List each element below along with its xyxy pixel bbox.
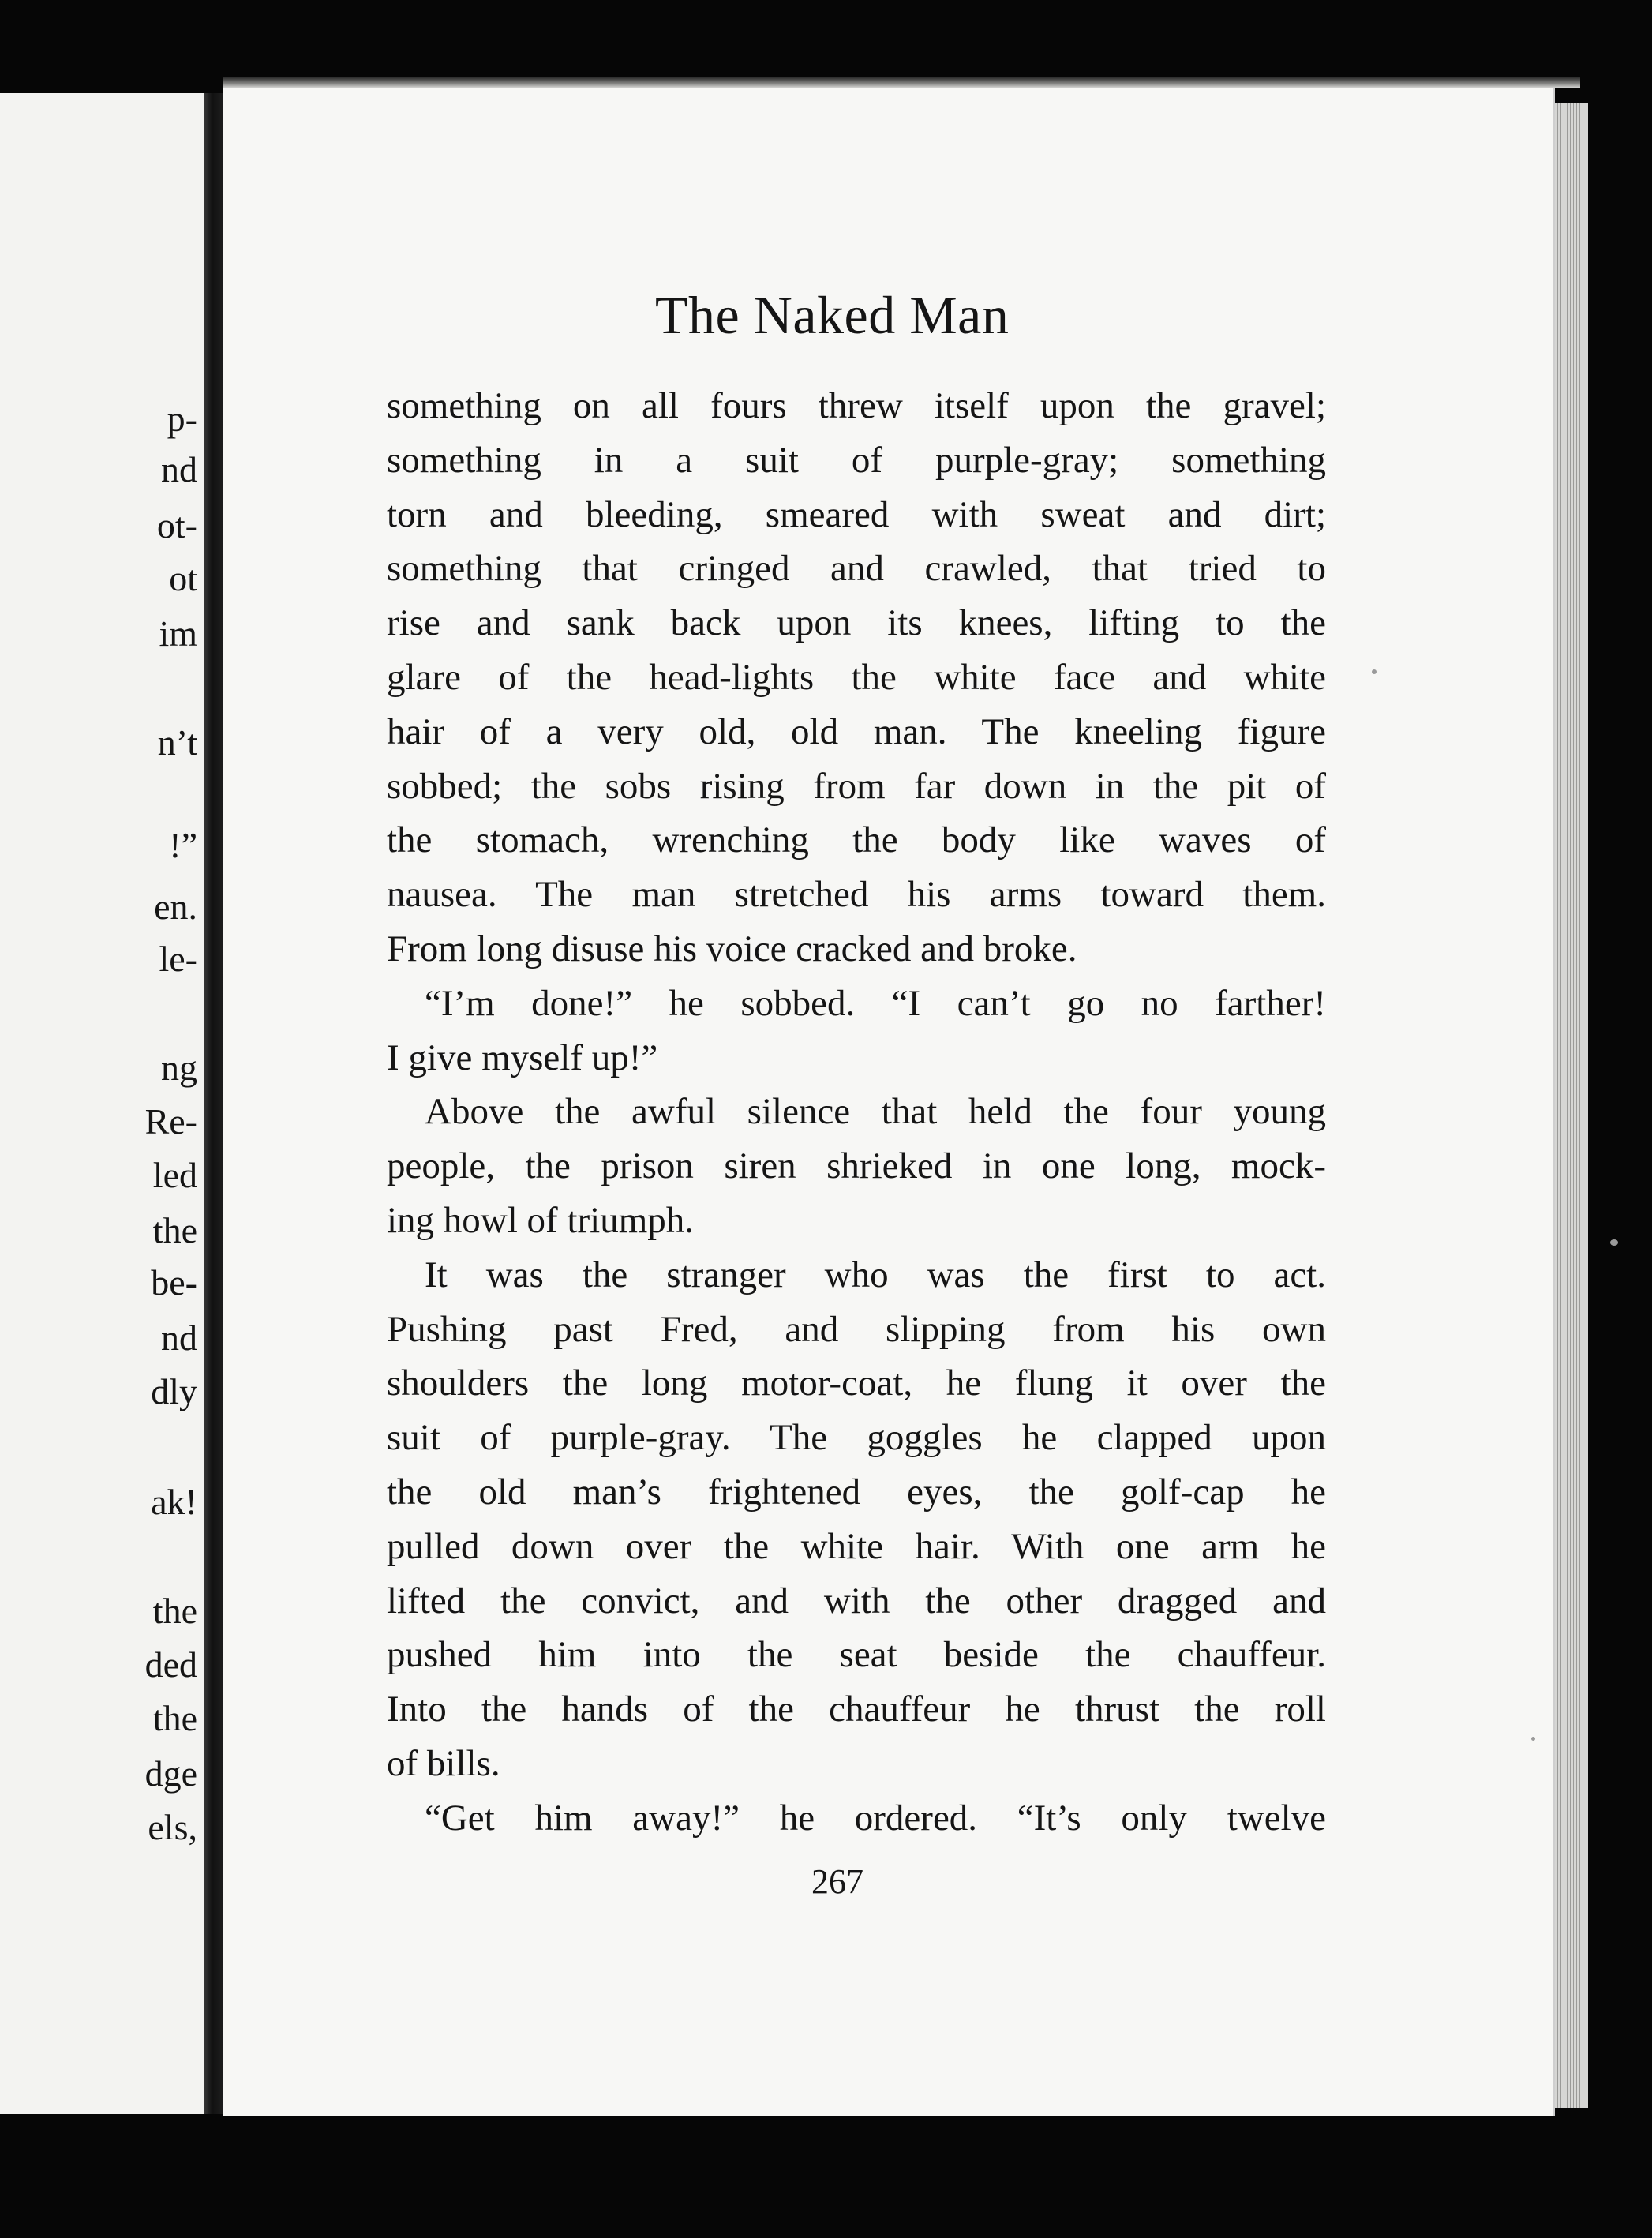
left-fragment: im	[159, 613, 197, 654]
scan-speck	[1372, 669, 1377, 674]
text-line: of bills.	[387, 1742, 500, 1784]
text-line: something in a suit of purple-gray; something	[387, 439, 1326, 481]
text-line: “Get him away!” he ordered. “It’s only twelve	[425, 1797, 1326, 1839]
body-text	[387, 379, 1326, 1846]
text-line: something that cringed and crawled, that tried to	[387, 548, 1326, 590]
text-line: suit of purple-gray. The goggles he clapped upon	[387, 1417, 1326, 1459]
text-line: sobbed; the sobs rising from far down in the pit of	[387, 765, 1326, 807]
text-line: glare of the head-lights the white face and white	[387, 656, 1326, 698]
left-fragment: ot-	[156, 505, 197, 545]
text-line: people, the prison siren shrieked in one long, mock-	[387, 1145, 1326, 1187]
left-fragment: dge	[144, 1753, 197, 1794]
text-line: Pushing past Fred, and slipping from his own	[387, 1308, 1326, 1350]
page-number: 267	[811, 1862, 863, 1901]
left-fragment: nd	[161, 1318, 197, 1358]
left-fragment: the	[152, 1210, 197, 1250]
left-fragment: Re-	[144, 1101, 197, 1141]
left-fragment: the	[152, 1591, 197, 1631]
text-line: Above the awful silence that held the four young	[425, 1091, 1326, 1133]
text-line: rise and sank back upon its knees, lifting to the	[387, 602, 1326, 644]
book-spine-gutter	[204, 93, 223, 2114]
left-fragment: ng	[161, 1048, 197, 1088]
left-fragment: be-	[151, 1262, 197, 1303]
page-stack-top-edge	[223, 77, 1580, 88]
left-fragment: the	[152, 1698, 197, 1738]
left-fragment: p-	[167, 399, 197, 439]
text-line: nausea. The man stretched his arms toward them.	[387, 874, 1326, 916]
text-line: ing howl of triumph.	[387, 1199, 695, 1241]
left-fragment: nd	[161, 449, 197, 489]
text-line: lifted the convict, and with the other dragged and	[387, 1580, 1326, 1621]
text-line: From long disuse his voice cracked and broke.	[387, 928, 1077, 969]
text-line: Into the hands of the chauffeur he thrust the roll	[387, 1689, 1326, 1730]
left-fragment: ak!	[151, 1482, 197, 1522]
text-line: torn and bleeding, smeared with sweat and dirt;	[387, 493, 1326, 535]
scan-speck	[1531, 1737, 1535, 1741]
left-fragment: ot	[169, 558, 197, 598]
left-fragment: ded	[144, 1644, 197, 1685]
page-stack-side-edge	[1555, 103, 1588, 2108]
text-line: pushed him into the seat beside the chauffeur.	[387, 1634, 1326, 1676]
text-line: shoulders the long motor-coat, he flung it over the	[387, 1363, 1326, 1404]
text-line: “I’m done!” he sobbed. “I can’t go no farther!	[425, 982, 1326, 1024]
text-line: the old man’s frightened eyes, the golf-cap he	[387, 1471, 1326, 1513]
text-line: It was the stranger who was the first to act.	[425, 1254, 1326, 1295]
running-head: The Naked Man	[655, 285, 1010, 345]
left-fragment: dly	[151, 1371, 197, 1411]
text-line: the stomach, wrenching the body like waves of	[387, 819, 1326, 861]
text-line: hair of a very old, old man. The kneeling figure	[387, 710, 1326, 752]
left-fragment: n’t	[157, 722, 197, 763]
left-fragment: !”	[169, 825, 197, 865]
left-fragment: le-	[159, 939, 197, 979]
text-line: pulled down over the white hair. With one arm he	[387, 1525, 1326, 1567]
left-fragment: en.	[154, 887, 197, 927]
scan-speck	[1610, 1239, 1618, 1246]
text-line: something on all fours threw itself upon the gravel;	[387, 385, 1326, 426]
text-line: I give myself up!”	[387, 1037, 658, 1078]
facing-page-left	[0, 93, 204, 2114]
left-fragment: els,	[148, 1807, 197, 1847]
left-fragment: led	[152, 1155, 197, 1195]
